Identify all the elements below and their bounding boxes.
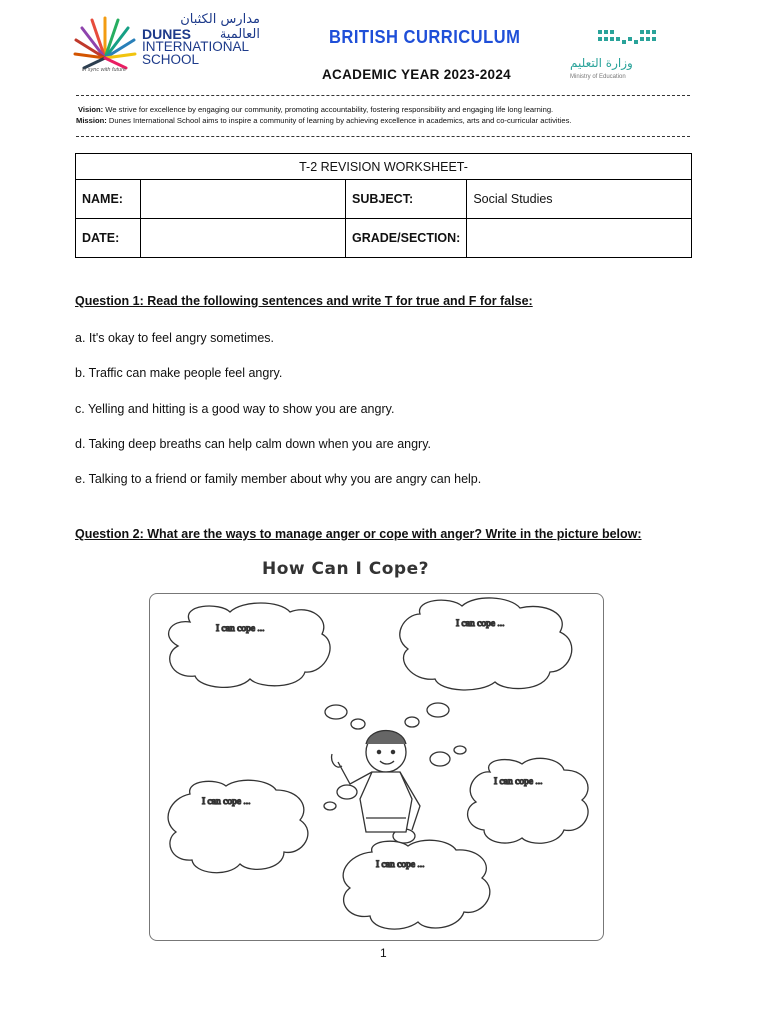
header-divider-top (76, 95, 690, 96)
subject-label: SUBJECT: (346, 180, 467, 219)
thought-bubble-small-8 (454, 746, 466, 754)
mission-text: Dunes International School aims to inspire a community of learning by achieving excellence in academics, arts and co-curricular activities. (106, 116, 572, 125)
grade-section-label: GRADE/SECTION: (346, 219, 467, 258)
thought-bubble-small-6 (324, 802, 336, 810)
ministry-dots-icon (598, 28, 660, 48)
vision-text: We strive for excellence by engaging our community, promoting accountability, fostering responsibility and engaging life long learning. (103, 105, 554, 114)
school-name-arabic: مدارس الكثبان العالمية (180, 12, 260, 42)
question-1-item-b: b. Traffic can make people feel angry. (75, 366, 283, 380)
ministry-name-english: Ministry of Education (570, 74, 626, 80)
thought-bubble-small-7 (430, 752, 450, 766)
thought-cloud-middle-left[interactable] (168, 780, 308, 873)
worksheet-title: T-2 REVISION WORKSHEET- (76, 154, 692, 180)
subject-value: Social Studies (467, 180, 692, 219)
thought-bubble-small-5 (337, 785, 357, 799)
sunburst-logo-icon (72, 12, 138, 74)
cloud-text-top-right: I can cope ... (456, 619, 505, 629)
thought-cloud-top-right[interactable] (400, 598, 572, 690)
school-name-line2: INTERNATIONAL (142, 39, 250, 54)
thought-cloud-bottom-center[interactable] (343, 840, 490, 929)
ministry-name-arabic: وزارة التعليم (570, 56, 633, 70)
student-info-table (75, 153, 692, 258)
cloud-text-middle-right: I can cope ... (494, 777, 543, 787)
picture-title: How Can I Cope? (262, 559, 429, 579)
cloud-text-middle-left: I can cope ... (202, 797, 251, 807)
grade-section-field[interactable] (467, 219, 692, 258)
date-label: DATE: (76, 219, 141, 258)
mission-statement (76, 115, 696, 126)
thought-bubble-small-2 (351, 719, 365, 729)
thought-bubble-small-3 (427, 703, 449, 717)
question-1-item-c: c. Yelling and hitting is a good way to show you are angry. (75, 402, 395, 416)
question-2-prompt: Question 2: What are the ways to manage anger or cope with anger? Write in the picture below: (75, 527, 642, 541)
vision-statement (78, 104, 698, 115)
question-1-prompt: Question 1: Read the following sentences and write T for true and F for false: (75, 294, 533, 308)
coping-picture (149, 593, 604, 941)
school-tagline: in sync with future (82, 67, 127, 73)
school-name-line3: SCHOOL (142, 52, 200, 67)
school-logo (72, 12, 262, 78)
vision-label: Vision: (78, 105, 104, 114)
page-number: 1 (380, 946, 387, 960)
thought-cloud-middle-right[interactable] (468, 758, 588, 843)
ministry-logo (566, 28, 662, 84)
thought-bubble-small-4 (405, 717, 419, 727)
curriculum-title: BRITISH CURRICULUM (329, 27, 521, 47)
school-name-line1: DUNES (142, 26, 192, 42)
thought-cloud-top-left[interactable] (169, 603, 330, 687)
name-field[interactable] (141, 180, 346, 219)
date-field[interactable] (141, 219, 346, 258)
question-1-item-e: e. Talking to a friend or family member about why you are angry can help. (75, 472, 482, 486)
name-label: NAME: (76, 180, 141, 219)
question-1-item-d: d. Taking deep breaths can help calm down when you are angry. (75, 437, 432, 451)
cloud-text-top-left: I can cope ... (216, 624, 265, 634)
header-divider-bottom (76, 136, 690, 137)
cloud-text-bottom-center: I can cope ... (376, 860, 425, 870)
thought-bubble-small-1 (325, 705, 347, 719)
mission-label: Mission: (76, 116, 107, 125)
child-figure (332, 731, 420, 833)
academic-year: ACADEMIC YEAR 2023-2024 (322, 67, 511, 82)
question-1-item-a: a. It's okay to feel angry sometimes. (75, 331, 274, 345)
